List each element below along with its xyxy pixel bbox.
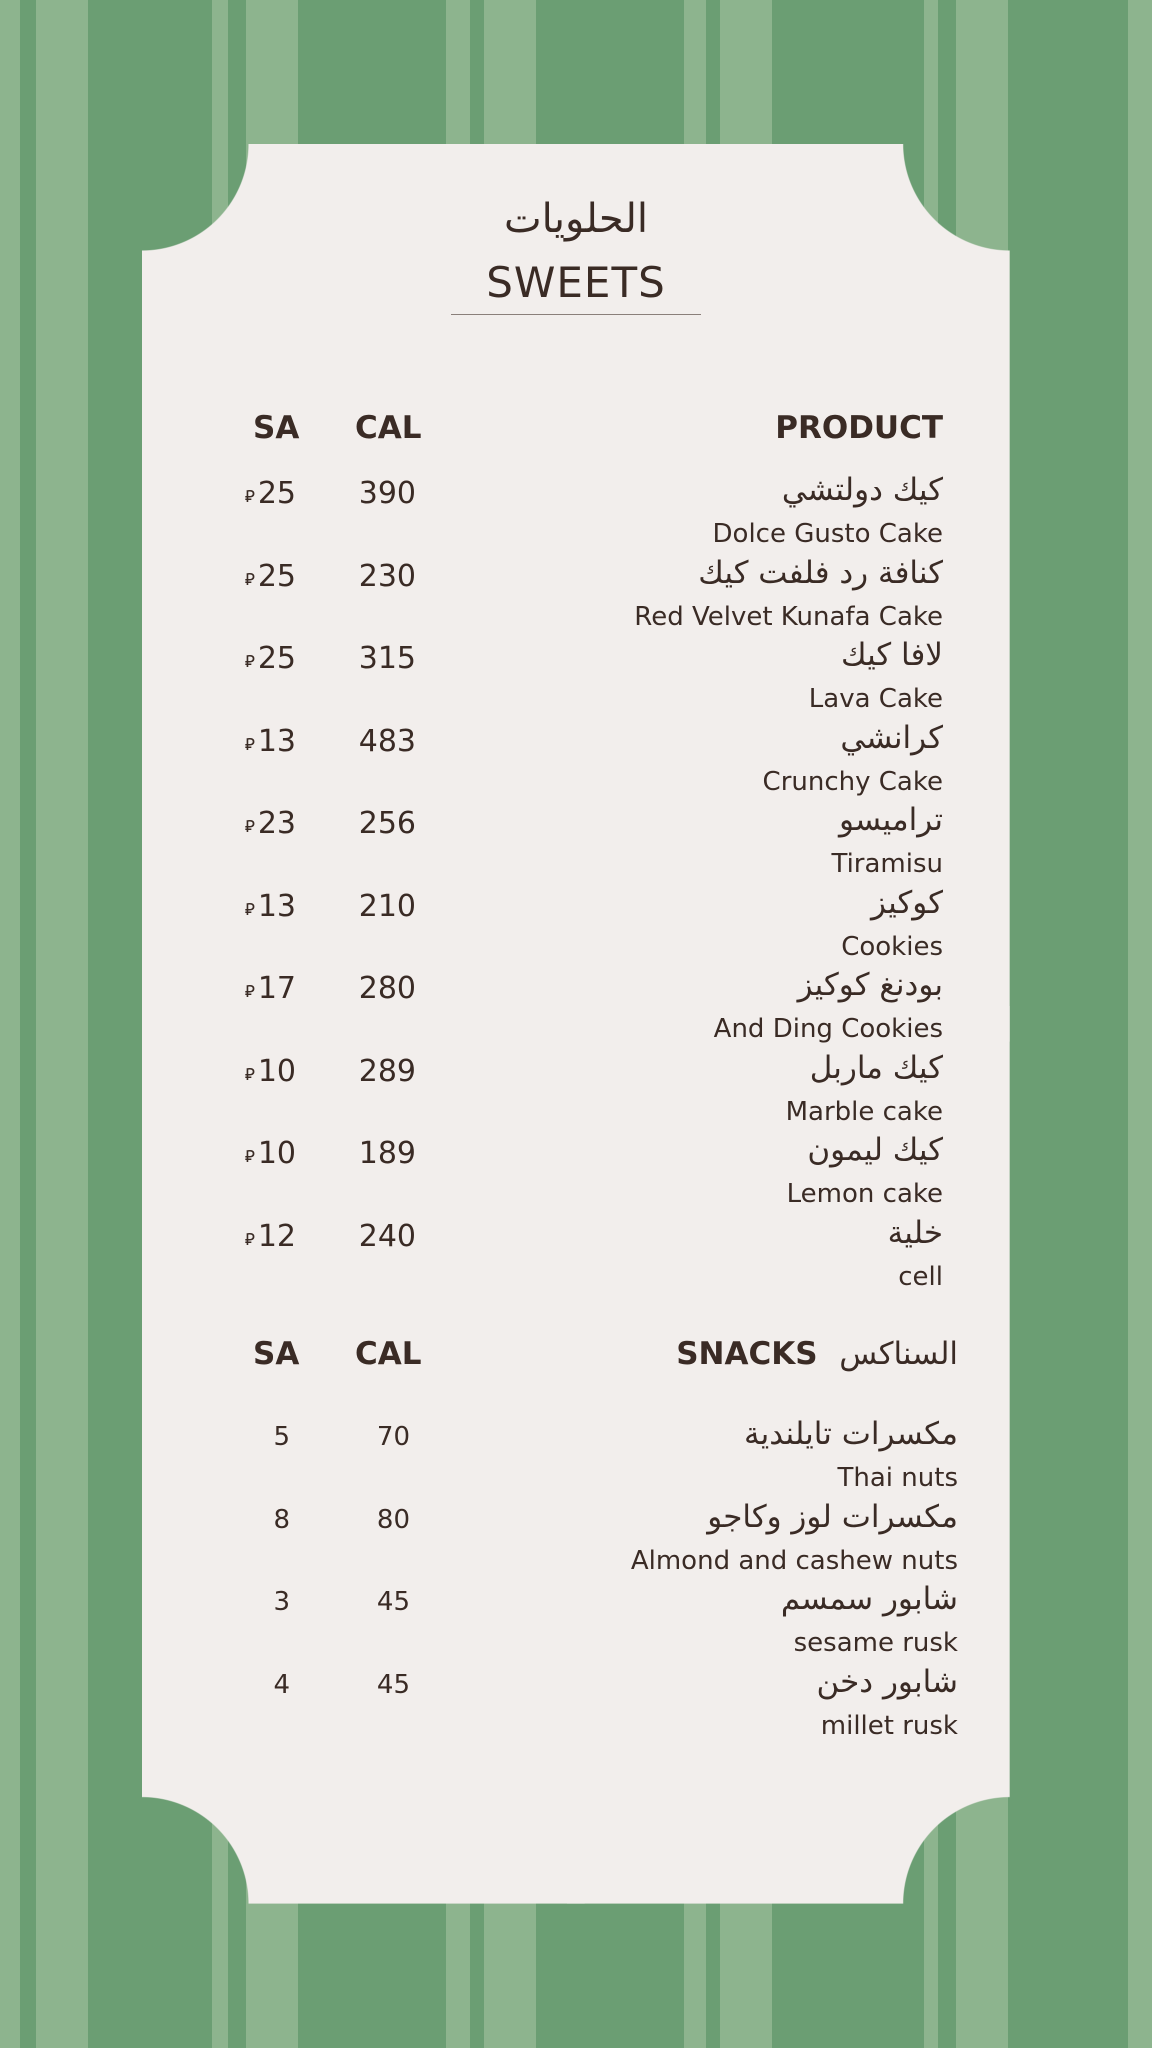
item-name-english: millet rusk	[820, 1711, 958, 1741]
item-name-english: Marble cake	[785, 1097, 943, 1127]
item-name-english: sesame rusk	[793, 1628, 958, 1658]
riyal-icon: ⃁	[244, 982, 255, 1002]
item-calories: 289	[358, 1054, 416, 1089]
item-calories: 390	[358, 476, 416, 511]
background-stripe	[0, 0, 20, 2048]
section-title-english: SWEETS	[486, 258, 666, 307]
item-price: ⃁ 25	[244, 559, 296, 594]
item-calories: 280	[358, 971, 416, 1006]
riyal-icon: ⃁	[244, 900, 255, 920]
item-price: ⃁ 12	[244, 1219, 296, 1254]
item-name-arabic: كيك ماربل	[809, 1050, 943, 1086]
item-name-english: Lemon cake	[786, 1179, 943, 1209]
item-calories: 315	[358, 641, 416, 676]
item-price: 5	[273, 1422, 290, 1452]
item-name-arabic: بودنغ كوكيز	[797, 967, 943, 1003]
item-price: ⃁ 23	[244, 806, 296, 841]
item-price: 4	[273, 1670, 290, 1700]
snacks-price-header: SA	[253, 1336, 300, 1372]
item-name-english: Thai nuts	[837, 1463, 958, 1493]
item-price: ⃁ 17	[244, 971, 296, 1006]
sweets-price-header: SA	[253, 410, 300, 446]
riyal-icon: ⃁	[244, 1065, 255, 1085]
item-calories: 45	[376, 1670, 410, 1700]
item-name-english: cell	[898, 1262, 943, 1292]
item-name-english: Tiramisu	[831, 849, 943, 879]
item-name-english: And Ding Cookies	[713, 1014, 943, 1044]
sweets-cal-header: CAL	[355, 410, 422, 446]
item-name-arabic: شابور دخن	[816, 1664, 958, 1700]
item-name-english: Cookies	[841, 932, 943, 962]
item-price: ⃁ 13	[244, 889, 296, 924]
item-calories: 210	[358, 889, 416, 924]
item-calories: 80	[376, 1505, 410, 1535]
item-calories: 256	[358, 806, 416, 841]
item-name-arabic: مكسرات لوز وكاجو	[707, 1499, 958, 1535]
item-calories: 45	[376, 1587, 410, 1617]
item-calories: 189	[358, 1136, 416, 1171]
item-calories: 230	[358, 559, 416, 594]
title-divider	[451, 314, 701, 315]
item-name-english: Almond and cashew nuts	[630, 1546, 958, 1576]
item-name-english: Crunchy Cake	[762, 767, 943, 797]
item-name-arabic: كنافة رد فلفت كيك	[698, 555, 943, 591]
item-name-arabic: خلية	[887, 1215, 943, 1251]
background-stripe	[36, 0, 88, 2048]
item-calories: 240	[358, 1219, 416, 1254]
snacks-cal-header: CAL	[355, 1336, 422, 1372]
item-price: 3	[273, 1587, 290, 1617]
item-name-english: Red Velvet Kunafa Cake	[634, 602, 943, 632]
item-name-arabic: شابور سمسم	[780, 1581, 958, 1617]
riyal-icon: ⃁	[244, 817, 255, 837]
item-price: ⃁ 25	[244, 641, 296, 676]
riyal-icon: ⃁	[244, 735, 255, 755]
item-price: 8	[273, 1505, 290, 1535]
item-name-english: Lava Cake	[808, 684, 943, 714]
item-price: ⃁ 10	[244, 1136, 296, 1171]
background-stripe	[1128, 0, 1152, 2048]
snacks-section-header	[676, 1336, 958, 1372]
item-name-english: Dolce Gusto Cake	[712, 519, 943, 549]
riyal-icon: ⃁	[244, 570, 255, 590]
item-calories: 483	[358, 724, 416, 759]
riyal-icon: ⃁	[244, 487, 255, 507]
riyal-icon: ⃁	[244, 1147, 255, 1167]
snacks-title-english: SNACKS	[676, 1336, 818, 1372]
riyal-icon: ⃁	[244, 652, 255, 672]
item-calories: 70	[376, 1422, 410, 1452]
snacks-title-arabic: السناكس	[839, 1336, 958, 1372]
riyal-icon: ⃁	[244, 1230, 255, 1250]
item-price: ⃁ 25	[244, 476, 296, 511]
item-name-arabic: مكسرات تايلندية	[744, 1416, 958, 1452]
item-name-arabic: كيك دولتشي	[781, 472, 943, 508]
item-name-arabic: لافا كيك	[840, 637, 943, 673]
item-name-arabic: ترامیسو	[839, 802, 943, 838]
section-title-arabic: الحلويات	[503, 196, 648, 242]
item-name-arabic: كيك ليمون	[807, 1132, 943, 1168]
item-name-arabic: كرانشي	[840, 720, 943, 756]
sweets-product-header: PRODUCT	[775, 410, 943, 446]
item-name-arabic: كوكيز	[871, 885, 943, 921]
item-price: ⃁ 13	[244, 724, 296, 759]
item-price: ⃁ 10	[244, 1054, 296, 1089]
